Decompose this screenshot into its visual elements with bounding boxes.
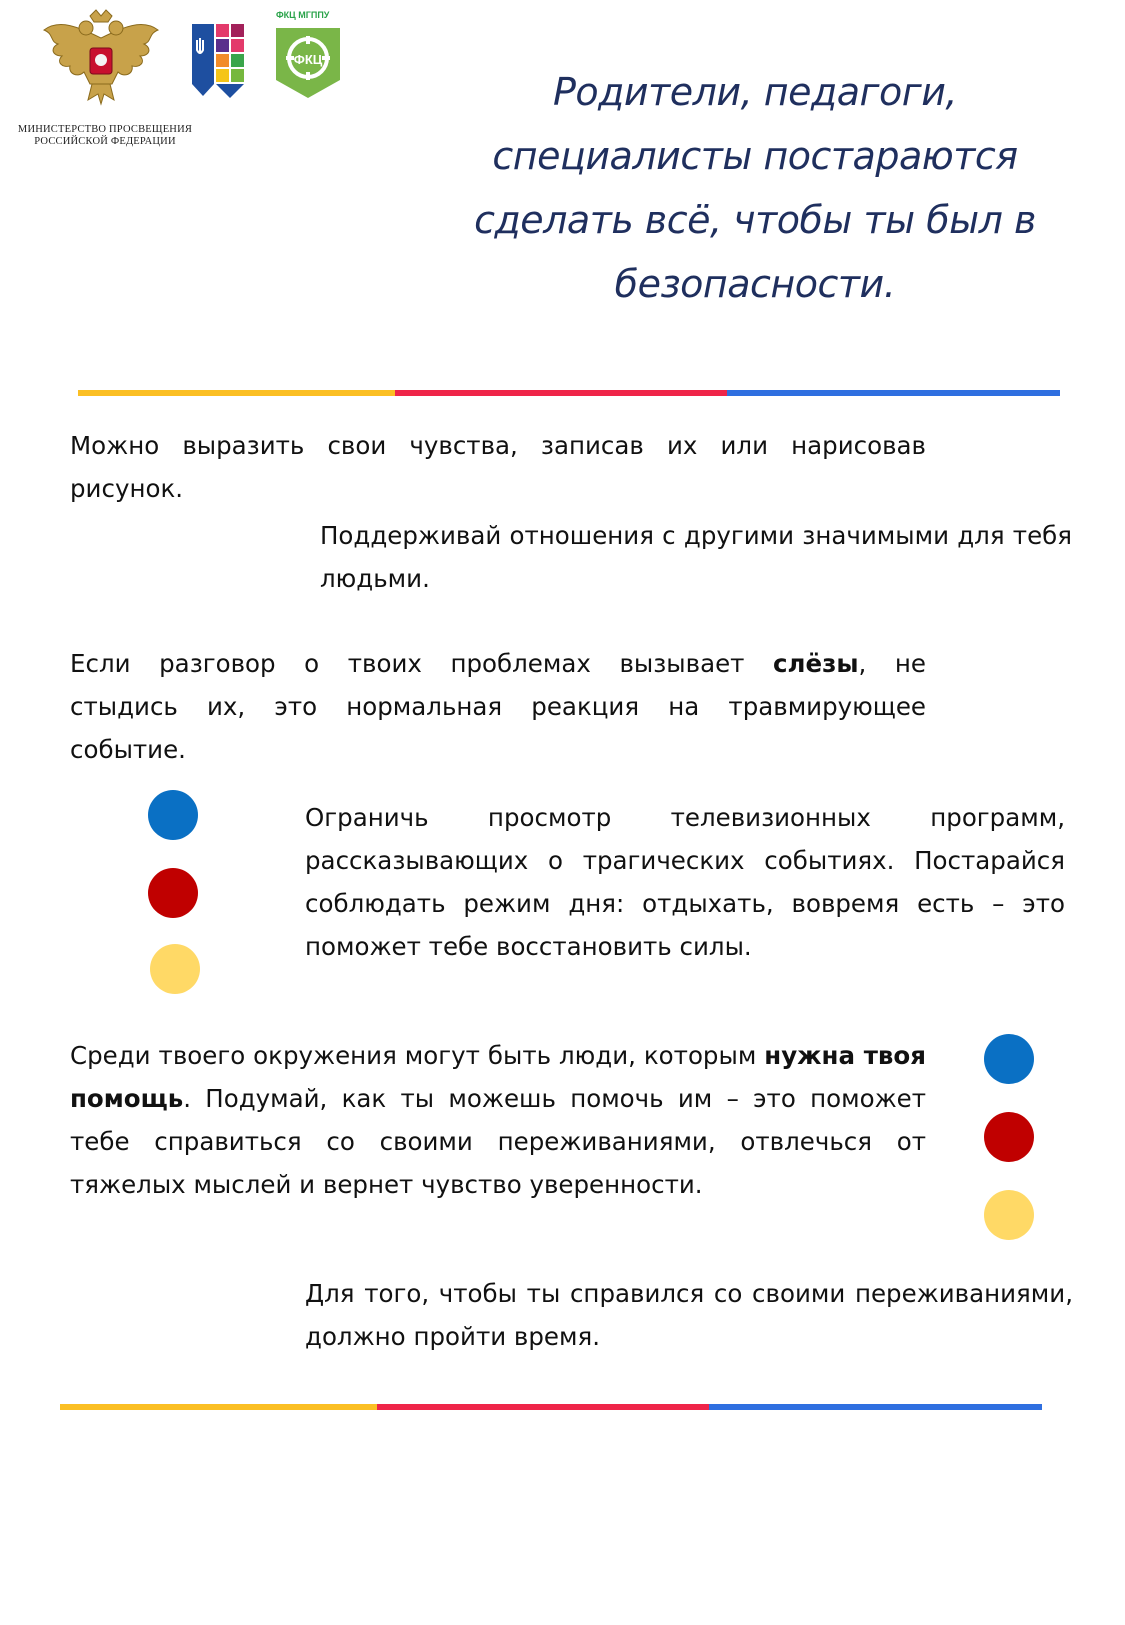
page-title: Родители, педагоги, специалисты постараются сделать всё, чтобы ты был в безопасности. (474, 70, 1036, 306)
ministry-line-2: РОССИЙСКОЙ ФЕДЕРАЦИИ (34, 136, 176, 147)
paragraph-tears (70, 642, 926, 771)
p3-text-after: , не стыдись их, это нормальная реакция на травмирующее событие. (70, 649, 926, 764)
yellow-dot-icon (984, 1190, 1034, 1240)
divider-yellow (78, 390, 395, 396)
divider-bottom (60, 1404, 1042, 1410)
yellow-dot-icon (150, 944, 200, 994)
divider-blue (727, 390, 1060, 396)
p5-text-after: . Подумай, как ты можешь помочь им – это поможет тебе справиться со своими переживаниями, отвлечься от тяжелых мыслей и вернет чувство уверенности. (70, 1084, 926, 1199)
divider-red (395, 390, 728, 396)
p3-text-before: Если разговор о твоих проблемах вызывает (70, 649, 774, 678)
red-dot-icon (984, 1112, 1034, 1162)
p3-bold: слёзы (773, 649, 859, 678)
blue-dot-icon (148, 790, 198, 840)
paragraph-help-others (70, 1034, 926, 1206)
red-dot-icon (148, 868, 198, 918)
ministry-caption (10, 124, 200, 148)
divider-blue (709, 1404, 1042, 1410)
paragraph-limit-tv: Ограничь просмотр телевизионных программ, рассказывающих о трагических событиях. Постарайся соблюдать режим дня: отдыхать, вовремя есть – это поможет тебе восстановить силы. (305, 803, 1065, 961)
blue-dot-icon (984, 1034, 1034, 1084)
divider-yellow (60, 1404, 377, 1410)
ministry-emblem-icon (40, 8, 162, 108)
fkc-logo-text: ФКЦ (293, 52, 323, 67)
p5-bold: нужна твоя помощь (70, 1041, 926, 1113)
fkc-label: ФКЦ МГППУ (276, 10, 330, 20)
edu-logo-icon (192, 24, 258, 100)
divider-red (377, 1404, 710, 1410)
p5-text-before: Среди твоего окружения могут быть люди, которым (70, 1041, 765, 1070)
ministry-line-1: МИНИСТЕРСТВО ПРОСВЕЩЕНИЯ (17, 124, 193, 135)
paragraph-express-feelings: Можно выразить свои чувства, записав их или нарисовав рисунок. (70, 431, 926, 503)
divider-top (78, 390, 1060, 396)
fkc-logo-icon (276, 24, 340, 98)
paragraph-relationships: Поддерживай отношения с другими значимыми для тебя людьми. (320, 521, 1072, 593)
paragraph-time-heals: Для того, чтобы ты справился со своими переживаниями, должно пройти время. (305, 1279, 1073, 1351)
